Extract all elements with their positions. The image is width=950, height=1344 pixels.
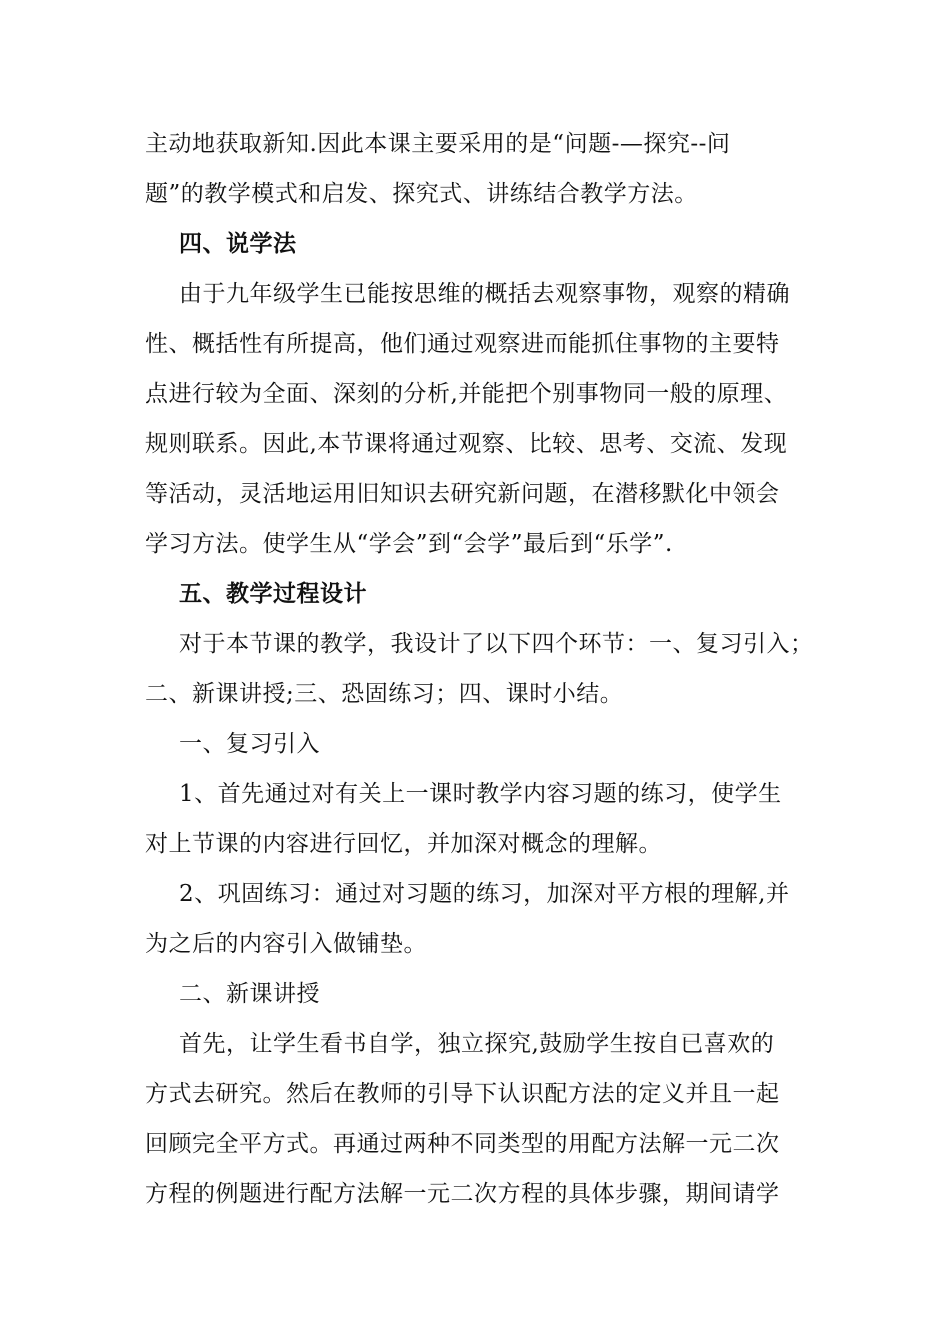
paragraph-line: 2、巩固练习：通过对习题的练习，加深对平方根的理解,并 xyxy=(179,881,790,907)
subheading-new-lesson: 二、新课讲授 xyxy=(179,981,320,1007)
paragraph-line: 学习方法。使学生从“学会”到“会学”最后到“乐学”. xyxy=(145,531,673,557)
paragraph-line: 主动地获取新知.因此本课主要采用的是“问题-—探究--问 xyxy=(145,131,731,157)
paragraph-line: 二、新课讲授;三、恐固练习；四、课时小结。 xyxy=(145,681,624,707)
paragraph-line: 方程的例题进行配方法解一元二次方程的具体步骤，期间请学 xyxy=(145,1181,780,1207)
paragraph-line: 对于本节课的教学，我设计了以下四个环节：一、复习引入； xyxy=(179,631,814,657)
paragraph-line: 由于九年级学生已能按思维的概括去观察事物，观察的精确 xyxy=(179,281,790,307)
paragraph-line: 方式去研究。然后在教师的引导下认识配方法的定义并且一起 xyxy=(145,1081,780,1107)
paragraph-line: 1、首先通过对有关上一课时教学内容习题的练习，使学生 xyxy=(179,781,782,807)
paragraph-line: 首先，让学生看书自学，独立探究,鼓励学生按自已喜欢的 xyxy=(179,1031,775,1057)
subheading-review-intro: 一、复习引入 xyxy=(179,731,320,757)
paragraph-line: 对上节课的内容进行回忆，并加深对概念的理解。 xyxy=(145,831,662,857)
paragraph-line: 规则联系。因此,本节课将通过观察、比较、思考、交流、发现 xyxy=(145,431,788,457)
paragraph-line: 为之后的内容引入做铺垫。 xyxy=(145,931,427,957)
paragraph-line: 等活动，灵活地运用旧知识去研究新问题，在潜移默化中领会 xyxy=(145,481,780,507)
paragraph-line: 回顾完全平方式。再通过两种不同类型的用配方法解一元二次 xyxy=(145,1131,780,1157)
paragraph-line: 题”的教学模式和启发、探究式、讲练结合教学方法。 xyxy=(145,181,698,207)
document-body xyxy=(145,119,825,1219)
section-heading-teaching-process: 五、教学过程设计 xyxy=(179,581,367,607)
paragraph-line: 点进行较为全面、深刻的分析,并能把个别事物同一般的原理、 xyxy=(145,381,788,407)
section-heading-study-method: 四、说学法 xyxy=(179,231,297,257)
paragraph-line: 性、概括性有所提高，他们通过观察进而能抓住事物的主要特 xyxy=(145,331,780,357)
